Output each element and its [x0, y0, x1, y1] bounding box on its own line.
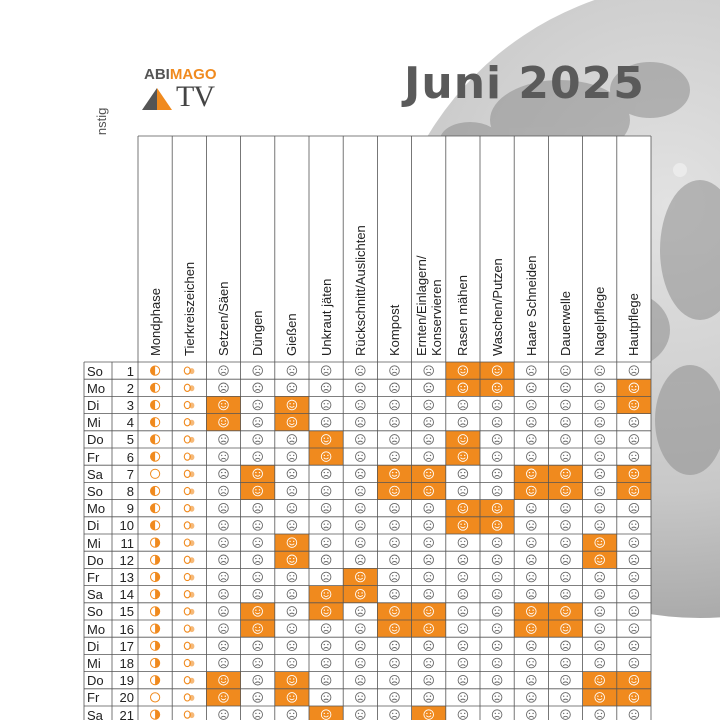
favorable-cell: [241, 465, 275, 482]
date-number: 1: [126, 363, 134, 379]
moon-phase-icon: [151, 418, 160, 427]
day-label: Mi: [87, 415, 101, 431]
moon-phase-icon: [151, 469, 160, 478]
favorable-cell: [446, 362, 480, 379]
moon-phase-icon: [151, 590, 160, 599]
date-number: 3: [126, 397, 134, 413]
day-label: Di: [87, 518, 100, 534]
date-number: 6: [126, 449, 134, 465]
favorable-cell: [480, 362, 514, 379]
moon-phase-icon: [151, 710, 160, 719]
day-label: Mo: [87, 501, 106, 517]
favorable-cell: [206, 414, 240, 431]
column-header: Rasen mähen: [455, 275, 471, 356]
favorable-cell: [480, 517, 514, 534]
favorable-cell: [446, 517, 480, 534]
favorable-cell: [275, 534, 309, 551]
date-number: 4: [126, 415, 134, 431]
favorable-cell: [446, 448, 480, 465]
favorable-cell: [412, 603, 446, 620]
favorable-cell: [583, 672, 617, 689]
date-number: 15: [119, 604, 134, 620]
date-number: 17: [119, 638, 134, 654]
favorable-cell: [275, 396, 309, 413]
day-label: Mo: [87, 380, 106, 396]
favorable-cell: [412, 482, 446, 499]
favorable-cell: [309, 431, 343, 448]
date-number: 21: [119, 707, 134, 723]
favorable-cell: [309, 603, 343, 620]
favorable-cell: [548, 482, 582, 499]
favorable-cell: [514, 603, 548, 620]
day-label: Sa: [87, 707, 103, 723]
moon-phase-icon: [151, 435, 160, 444]
day-label: So: [87, 363, 103, 379]
favorable-cell: [514, 465, 548, 482]
moon-phase-icon: [151, 658, 160, 667]
favorable-cell: [412, 465, 446, 482]
date-number: 20: [119, 690, 134, 706]
brand-tv: TV: [176, 80, 214, 113]
date-number: 5: [126, 432, 134, 448]
day-label: Do: [87, 552, 104, 568]
day-label: So: [87, 483, 103, 499]
date-number: 11: [120, 535, 134, 551]
favorable-cell: [412, 620, 446, 637]
day-label: Sa: [87, 466, 103, 482]
date-number: 19: [119, 673, 134, 689]
day-label: Do: [87, 432, 104, 448]
day-label: Di: [87, 638, 100, 654]
moon-phase-icon: [151, 538, 160, 547]
moon-phase-icon: [150, 366, 159, 375]
favorable-cell: [583, 689, 617, 706]
date-number: 9: [126, 501, 134, 517]
favorable-cell: [480, 500, 514, 517]
column-header: Rückschnitt/Auslichten: [352, 225, 368, 356]
favorable-cell: [617, 465, 651, 482]
favorable-cell: [343, 586, 377, 603]
favorable-cell: [446, 431, 480, 448]
column-header: Ernten/Einlagern/ Konservieren: [413, 255, 444, 356]
favorable-cell: [377, 620, 411, 637]
favorable-cell: [241, 482, 275, 499]
favorable-cell: [583, 551, 617, 568]
moon-phase-icon: [150, 521, 159, 530]
favorable-cell: [309, 448, 343, 465]
favorable-cell: [241, 620, 275, 637]
day-label: Fr: [87, 569, 100, 585]
moon-phase-icon: [151, 641, 160, 650]
favorable-cell: [377, 465, 411, 482]
favorable-cell: [583, 534, 617, 551]
moon-phase-icon: [151, 624, 160, 633]
date-number: 14: [119, 587, 134, 603]
favorable-cell: [275, 414, 309, 431]
column-header: Unkraut jäten: [318, 278, 334, 356]
favorable-cell: [309, 586, 343, 603]
column-header: Mondphase: [147, 288, 163, 356]
date-number: 12: [119, 552, 134, 568]
favorable-cell: [377, 603, 411, 620]
favorable-cell: [241, 603, 275, 620]
column-header: Tierkreiszeichen: [181, 261, 197, 356]
day-label: Mi: [87, 655, 101, 671]
favorable-cell: [377, 482, 411, 499]
column-header: Setzen/Säen: [216, 281, 231, 356]
moon-phase-icon: [151, 383, 160, 392]
day-label: Mi: [87, 535, 101, 551]
day-label: Di: [87, 397, 100, 413]
brand-abi: ABI: [144, 66, 170, 83]
date-number: 10: [119, 518, 134, 534]
day-label: Fr: [87, 449, 100, 465]
moon-phase-icon: [151, 676, 160, 685]
day-label: So: [87, 604, 103, 620]
date-number: 2: [126, 380, 134, 396]
favorable-cell: [412, 706, 446, 720]
favorable-cell: [206, 396, 240, 413]
date-number: 16: [119, 621, 134, 637]
favorable-cell: [343, 568, 377, 585]
date-number: 8: [126, 483, 134, 499]
column-header: Gießen: [284, 313, 300, 356]
moon-phase-icon: [150, 400, 159, 409]
date-number: 13: [119, 569, 134, 585]
column-header: Dauerwelle: [558, 290, 573, 356]
favorable-cell: [275, 672, 309, 689]
favorable-cell: [514, 620, 548, 637]
moon-phase-icon: [151, 572, 160, 581]
column-header: Hautpflege: [626, 293, 642, 356]
moon-phase-icon: [151, 452, 160, 461]
moon-phase-icon: [150, 486, 159, 495]
column-header: Nagelpflege: [592, 286, 608, 356]
day-label: Mo: [87, 621, 106, 637]
moon-phase-icon: [151, 555, 160, 564]
date-number: 7: [126, 466, 134, 482]
favorable-cell: [275, 551, 309, 568]
favorable-cell: [617, 482, 651, 499]
brand-mago: MAGO: [169, 66, 217, 83]
page-title: Juni 2025: [404, 58, 645, 109]
day-label: Fr: [87, 690, 100, 706]
moon-phase-icon: [151, 504, 160, 513]
day-label: Do: [87, 673, 104, 689]
date-number: 18: [119, 655, 134, 671]
favorable-cell: [206, 672, 240, 689]
favorable-cell: [617, 379, 651, 396]
column-header: Kompost: [387, 304, 402, 356]
favorable-cell: [275, 689, 309, 706]
day-label: Sa: [87, 587, 103, 603]
column-header: Düngen: [250, 310, 266, 356]
favorable-cell: [548, 603, 582, 620]
favorable-cell: [617, 689, 651, 706]
favorable-cell: [480, 379, 514, 396]
favorable-cell: [617, 396, 651, 413]
column-header: Waschen/Putzen: [489, 258, 505, 356]
moon-phase-icon: [151, 607, 160, 616]
favorable-cell: [548, 465, 582, 482]
favorable-cell: [446, 500, 480, 517]
favorable-cell: [309, 706, 343, 720]
favorable-cell: [548, 620, 582, 637]
favorable-cell: [446, 379, 480, 396]
column-header: Haare Schneiden: [523, 255, 539, 356]
moon-phase-icon: [151, 693, 160, 702]
favorable-cell: [206, 689, 240, 706]
favorable-cell: [617, 672, 651, 689]
favorable-cell: [514, 482, 548, 499]
